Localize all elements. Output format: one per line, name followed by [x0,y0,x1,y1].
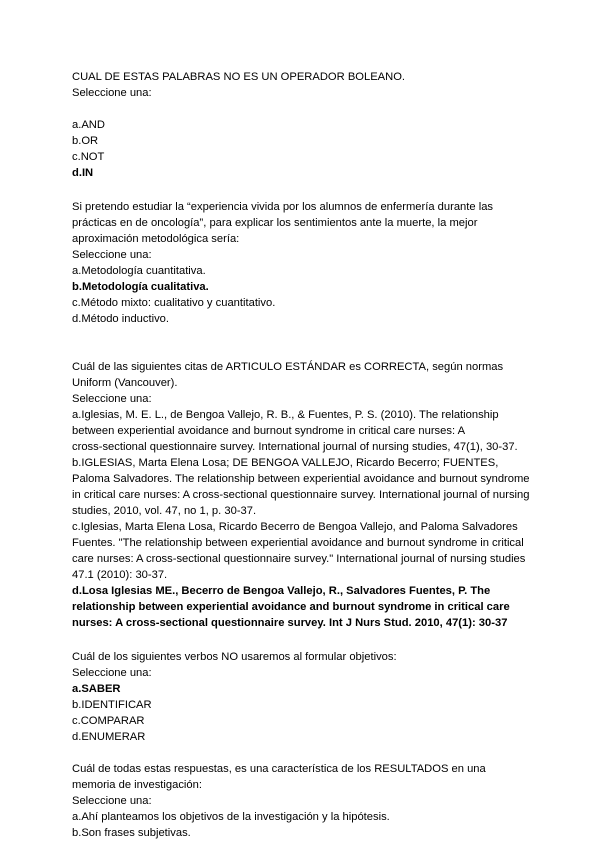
question-4 [72,649,532,745]
question-2-option-b-correct: b.Metodología cualitativa. [72,281,209,293]
question-2-option-a: a.Metodología cuantitativa. [72,265,206,277]
question-3-option-a-line-2: between experiential avoidance and burnout syndrome in critical care nurses: A [72,425,466,437]
question-4-instruction: Seleccione una: [72,667,152,679]
question-3-option-b-line-2: Paloma Salvadores. The relationship between experiential avoidance and burnout syndrome [72,473,530,485]
question-3-option-c-line-3: care nurses: A cross-sectional questionnaire survey." International journal of nursing studies [72,553,526,565]
question-3-instruction: Seleccione una: [72,393,152,405]
question-3-option-c-line-2: Fuentes. "The relationship between experiential avoidance and burnout syndrome in critical [72,537,524,549]
question-4-option-d: d.ENUMERAR [72,731,146,743]
question-3-option-a-line-1: a.Iglesias, M. E. L., de Bengoa Vallejo, R. B., & Fuentes, P. S. (2010). The relationship [72,409,499,421]
question-3-option-a-line-3: cross-sectional questionnaire survey. International journal of nursing studies, 47(1), 30-37. [72,441,518,453]
question-3-prompt-line-2: Uniform (Vancouver). [72,377,178,389]
question-2-option-c: c.Método mixto: cualitativo y cuantitativo. [72,297,276,309]
question-1-instruction: Seleccione una: [72,87,152,99]
question-4-option-b: b.IDENTIFICAR [72,699,152,711]
question-3-option-b-line-1: b.IGLESIAS, Marta Elena Losa; DE BENGOA VALLEJO, Ricardo Becerro; FUENTES, [72,457,499,469]
question-3-option-b-line-3: in critical care nurses: A cross-sectional questionnaire survey. International journal of nursing [72,489,530,501]
question-2-prompt-line-2: prácticas en de oncología”, para explicar los sentimientos ante la muerte, la mejor [72,217,478,229]
question-2-option-d: d.Método inductivo. [72,313,170,325]
question-3-option-d-line-1: d.Losa Iglesias ME., Becerro de Bengoa Vallejo, R., Salvadores Fuentes, P. The [72,585,491,597]
question-3-option-b-line-4: studies, 2010, vol. 47, no 1, p. 30-37. [72,505,257,517]
question-3-option-d-line-2: relationship between experiential avoidance and burnout syndrome in critical care [72,601,510,613]
question-4-prompt: Cuál de los siguientes verbos NO usaremos al formular objetivos: [72,651,397,663]
question-3-option-c-line-4: 47.1 (2010): 30-37. [72,569,168,581]
question-1-prompt: CUAL DE ESTAS PALABRAS NO ES UN OPERADOR BOLEANO. [72,71,406,83]
question-5-instruction: Seleccione una: [72,795,152,807]
question-1-option-d-correct: d.IN [72,167,94,179]
question-5-option-b: b.Son frases subjetivas. [72,827,191,839]
question-3-prompt-line-1: Cuál de las siguientes citas de ARTICULO ESTÁNDAR es CORRECTA, según normas [72,361,504,373]
question-5-prompt-line-1: Cuál de todas estas respuestas, es una característica de los RESULTADOS en una [72,763,486,775]
question-3 [72,359,532,631]
question-3-option-c-line-1: c.Iglesias, Marta Elena Losa, Ricardo Becerro de Bengoa Vallejo, and Paloma Salvadores [72,521,518,533]
question-1 [72,69,532,181]
question-5-option-a: a.Ahí planteamos los objetivos de la investigación y la hipótesis. [72,811,390,823]
question-2-prompt-line-1: Si pretendo estudiar la “experiencia vivida por los alumnos de enfermería durante las [72,201,494,213]
question-5 [72,761,532,841]
question-4-option-c: c.COMPARAR [72,715,145,727]
question-1-option-b: b.OR [72,135,99,147]
question-1-option-c: c.NOT [72,151,105,163]
question-3-option-d-line-3: nurses: A cross-sectional questionnaire survey. Int J Nurs Stud. 2010, 47(1): 30-37 [72,617,508,629]
question-2-prompt-line-3: aproximación metodológica sería: [72,233,240,245]
question-1-option-a: a.AND [72,119,105,131]
question-2-instruction: Seleccione una: [72,249,152,261]
question-5-prompt-line-2: memoria de investigación: [72,779,202,791]
document-content [72,69,532,841]
question-2 [72,199,532,327]
question-4-option-a-correct: a.SABER [72,683,121,695]
